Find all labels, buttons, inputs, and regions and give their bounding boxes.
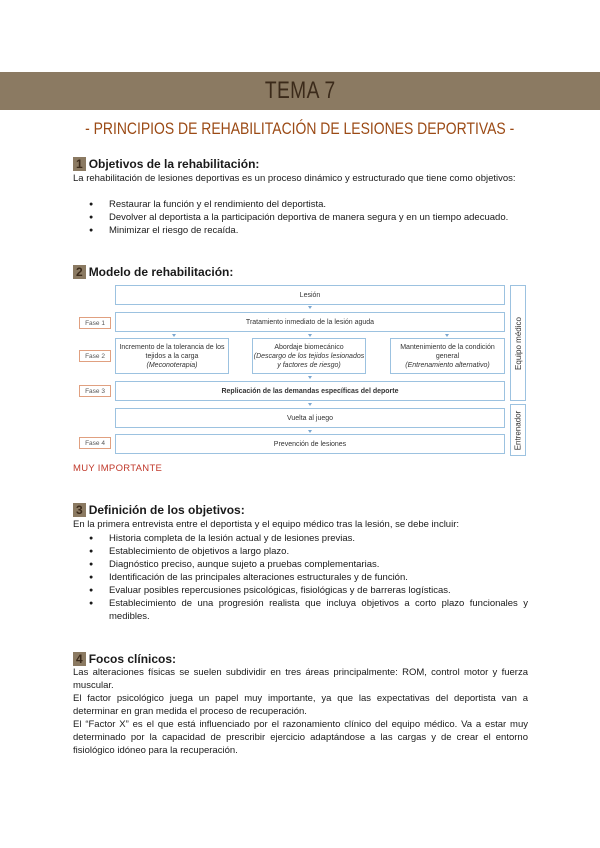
arrow-icon xyxy=(308,430,312,433)
page-title: TEMA 7 xyxy=(264,77,336,104)
section-4-paragraph-1: Las alteraciones físicas se suelen subdividir en tres áreas principalmente: ROM, control motor y fuerza muscular. xyxy=(73,667,528,691)
list-item: ● Establecimiento de objetivos a largo plazo. xyxy=(73,545,528,558)
title-banner xyxy=(0,72,600,110)
section-number: 2 xyxy=(73,265,86,279)
diagram-box-return: Vuelta al juego xyxy=(115,408,505,428)
list-item: ● Identificación de las principales alteraciones estructurales y de función. xyxy=(73,571,528,584)
list-item: ● Diagnóstico preciso, aunque sujeto a pruebas complementarias. xyxy=(73,558,528,571)
phase-label-2: Fase 2 xyxy=(79,350,111,362)
diagram-box-lesion: Lesión xyxy=(115,285,505,305)
section-title: Objetivos de la rehabilitación: xyxy=(88,157,260,171)
section-4-paragraph-3: El “Factor X” es el que está influenciado por el razonamiento clínico del equipo médico. Va a estar muy determinado por la capacidad de prescribir ejercicio adaptándose a las cargas y de crear el entorno fisiológico idóneo para la recuperación. xyxy=(73,719,528,756)
section-title: Focos clínicos: xyxy=(88,652,177,666)
diagram-box-tissue-load: Incremento de la tolerancia de los tejidos a la carga (Meconoterapia) xyxy=(115,338,229,374)
section-3-intro: En la primera entrevista entre el deportista y el equipo médico tras la lesión, se debe incluir: xyxy=(73,519,460,530)
phase-label-4: Fase 4 xyxy=(79,437,111,449)
arrow-icon xyxy=(308,376,312,379)
list-item: ● Establecimiento de una progresión realista que incluya objetivos a corto plazo funcionales y medibles. xyxy=(73,597,528,623)
section-4-heading xyxy=(73,652,176,666)
phase-label-3: Fase 3 xyxy=(79,385,111,397)
important-note: MUY IMPORTANTE xyxy=(73,463,163,474)
diagram-box-general-condition: Mantenimiento de la condición general (Entrenamiento alternativo) xyxy=(390,338,505,374)
section-1-list xyxy=(73,198,528,237)
list-item: ● Minimizar el riesgo de recaída. xyxy=(73,224,528,237)
section-1-heading xyxy=(73,157,259,171)
section-title: Modelo de rehabilitación: xyxy=(88,265,234,279)
section-1-intro: La rehabilitación de lesiones deportivas es un proceso dinámico y estructurado que tiene como objetivos: xyxy=(73,173,516,184)
arrow-icon xyxy=(308,306,312,309)
section-number: 4 xyxy=(73,652,86,666)
arrow-icon xyxy=(445,334,449,337)
section-3-list xyxy=(73,532,528,623)
list-item: ● Evaluar posibles repercusiones psicológicas, fisiológicas y de barreras logísticas. xyxy=(73,584,528,597)
side-label-medical-team: Equipo médico xyxy=(510,285,526,401)
page-subtitle: - PRINCIPIOS DE REHABILITACIÓN DE LESIONES DEPORTIVAS - xyxy=(85,119,515,138)
diagram-box-replication: Replicación de las demandas específicas del deporte xyxy=(115,381,505,401)
list-item: ● Restaurar la función y el rendimiento del deportista. xyxy=(73,198,528,211)
arrow-icon xyxy=(172,334,176,337)
section-number: 3 xyxy=(73,503,86,517)
arrow-icon xyxy=(308,334,312,337)
side-label-coach: Entrenador xyxy=(510,404,526,456)
section-2-heading xyxy=(73,265,233,279)
list-item: ● Devolver al deportista a la participación deportiva de manera segura y en un tiempo adecuado. xyxy=(73,211,528,224)
diagram-box-biomechanics: Abordaje biomecánico (Descargo de los tejidos lesionados y factores de riesgo) xyxy=(252,338,366,374)
list-item: ● Historia completa de la lesión actual y de lesiones previas. xyxy=(73,532,528,545)
section-3-heading xyxy=(73,503,245,517)
phase-label-1: Fase 1 xyxy=(79,317,111,329)
diagram-box-treatment: Tratamiento inmediato de la lesión aguda xyxy=(115,312,505,332)
section-4-paragraph-2: El factor psicológico juega un papel muy importante, ya que las expectativas del deportista van a determinar en gran medida el proceso de recuperación. xyxy=(73,693,528,717)
diagram-box-prevention: Prevención de lesiones xyxy=(115,434,505,454)
section-title: Definición de los objetivos: xyxy=(88,503,245,517)
arrow-icon xyxy=(308,403,312,406)
section-number: 1 xyxy=(73,157,86,171)
